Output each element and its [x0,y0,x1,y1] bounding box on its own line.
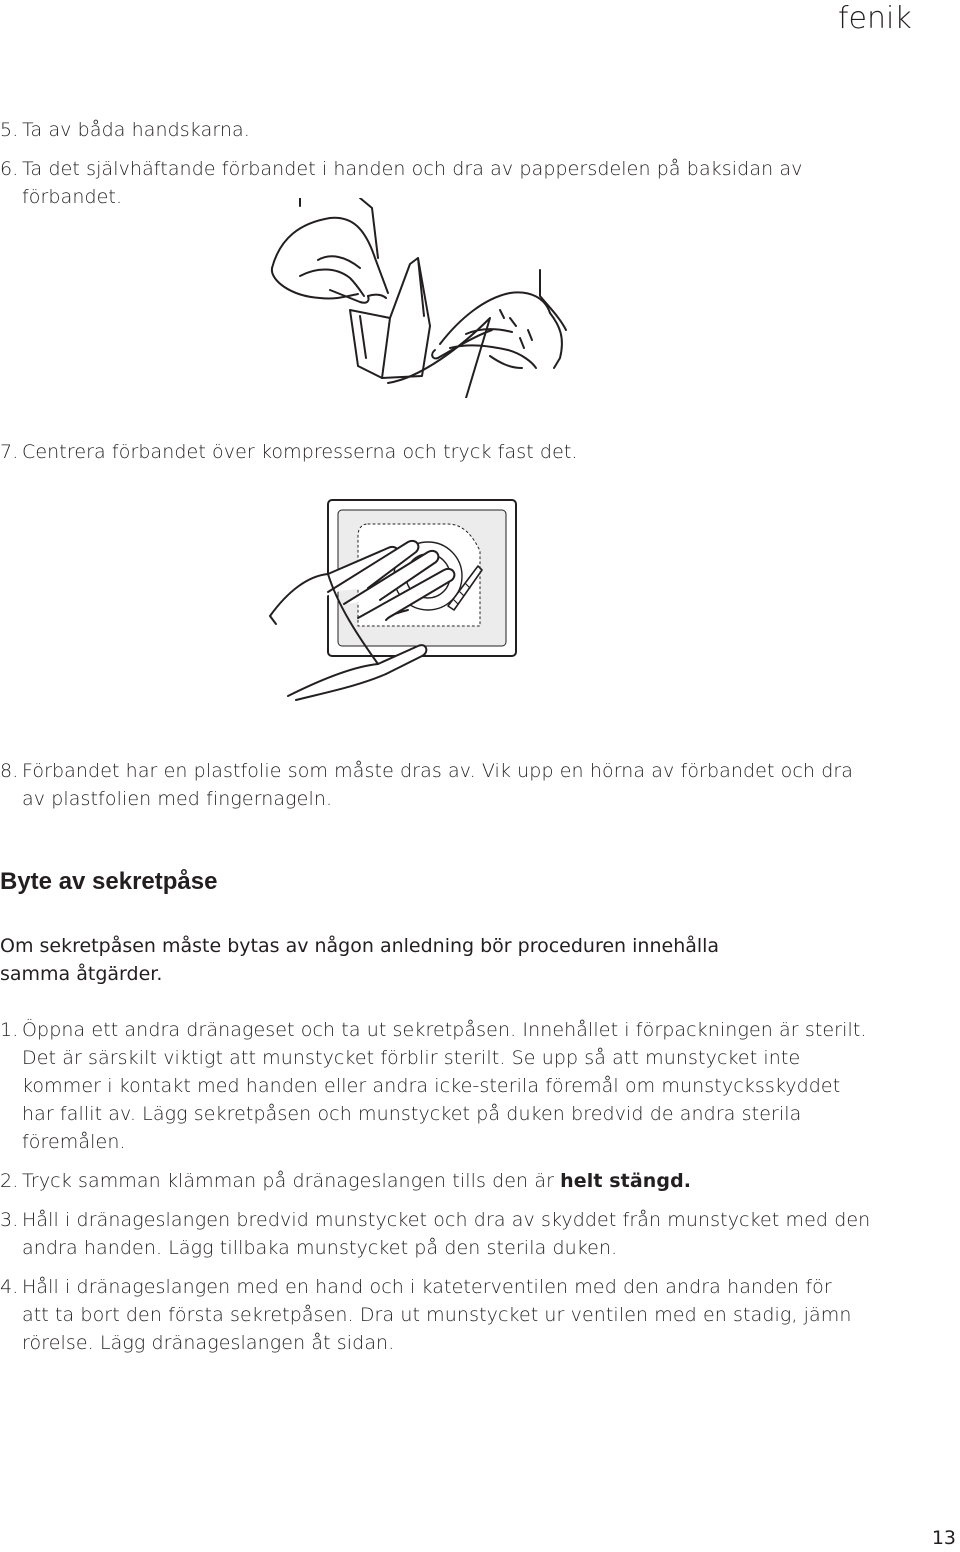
step-b-4: 4. Håll i dränageslangen med en hand och i kateterventilen med den andra handen för att ta bort den första sekretpåsen. Dra ut munstycket ur ventilen med en stadig, jämn rörelse. Lägg dränageslangen åt sidan. [0,1276,852,1354]
section-title: Byte av sekretpåse [0,868,218,895]
peel-dressing-illustration [260,198,580,398]
step-b-2: 2. Tryck samman klämman på dränageslangen tills den är helt stängd. [0,1170,692,1192]
step-6: 6. Ta det självhäftande förbandet i handen och dra av pappersdelen på baksidan av förbandet. [0,158,803,208]
press-dressing-illustration [268,496,524,710]
step-b-1: 1. Öppna ett andra dränageset och ta ut sekretpåsen. Innehållet i förpackningen är sterilt. Det är särskilt viktigt att munstycket förblir sterilt. Se upp så att munstycket inte kommer i kontakt med handen eller andra icke-sterila föremål om munstycksskyddet har fallit av. Lägg sekretpåsen och munstycket på duken bredvid de andra sterila föremålen. [0,1019,867,1153]
step-8: 8. Förbandet har en plastfolie som måste dras av. Vik upp en hörna av förbandet och dra av plastfolien med fingernageln. [0,760,854,810]
svg-text:fenik: fenik [838,2,912,34]
step-5: 5. Ta av båda handskarna. [0,119,250,141]
step-b-3: 3. Håll i dränageslangen bredvid munstycket och dra av skyddet från munstycket med den andra handen. Lägg tillbaka munstycket på den sterila duken. [0,1209,871,1259]
fenik-logo [838,2,924,34]
emphasis-text: helt stängd. [560,1170,692,1192]
page-number: 13 [931,1527,956,1549]
step-7: 7. Centrera förbandet över kompresserna och tryck fast det. [0,441,578,463]
section-intro: Om sekretpåsen måste bytas av någon anledning bör proceduren innehålla samma åtgärder. [0,935,720,985]
